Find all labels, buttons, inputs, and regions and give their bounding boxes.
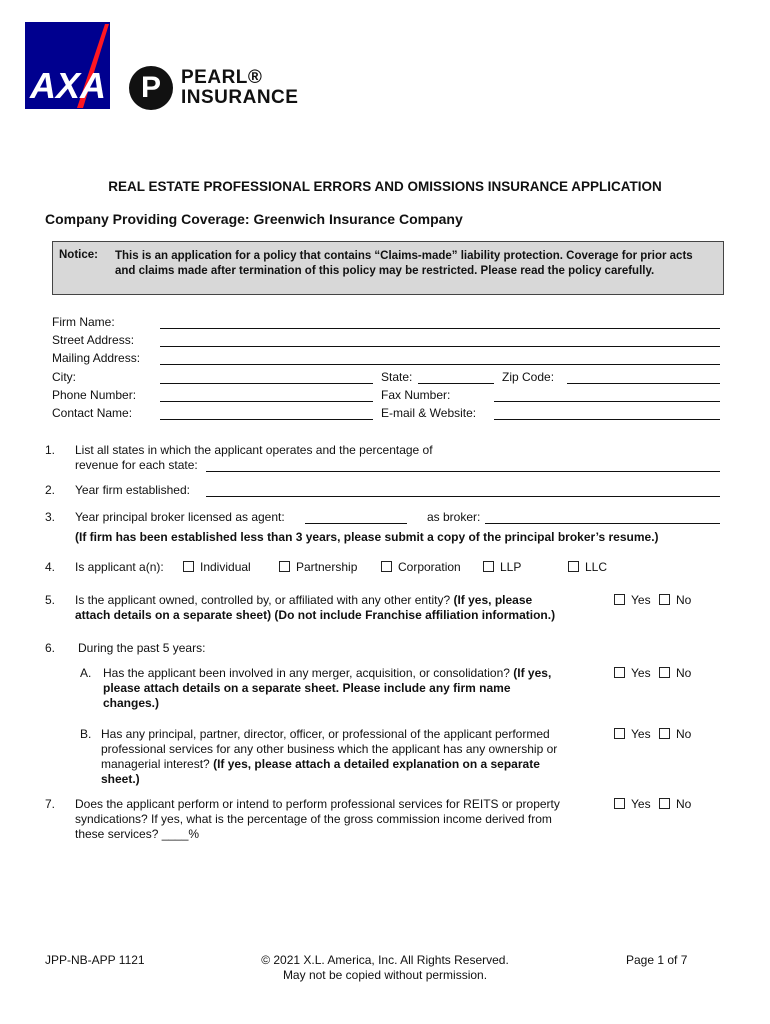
q6b-letter: B.: [80, 727, 92, 741]
q6b-line3: managerial interest?: [101, 757, 210, 771]
state-label: State:: [381, 370, 413, 384]
q6a-bold1: (If yes,: [513, 666, 552, 680]
email-field[interactable]: [494, 419, 720, 420]
q7-line3: these services? ____%: [75, 827, 200, 841]
contact-field[interactable]: [160, 419, 373, 420]
axa-logo-text: AXA: [30, 65, 107, 106]
q5-text: Is the applicant owned, controlled by, or affiliated with any other entity?: [75, 593, 451, 607]
q3-agent-year-field[interactable]: [305, 523, 407, 524]
notice-text: This is an application for a policy that contains “Claims-made” liability protection. Coverage for prior acts and claims made after termination of this policy may be restricted. Please read the policy carefully.: [115, 250, 693, 277]
q5-bold2: attach details on a separate sheet) (Do not include Franchise affiliation information.): [75, 608, 556, 622]
q7-yes-checkbox[interactable]: [614, 798, 625, 809]
q6a-line1: [103, 666, 593, 681]
q6b-yes-checkbox[interactable]: [614, 728, 625, 739]
q3-note: (If firm has been established less than 3 years, please submit a copy of the principal broker’s resume.): [75, 530, 659, 544]
q6-number: 6.: [45, 641, 56, 655]
email-label: E-mail & Website:: [381, 406, 477, 420]
q4-text: Is applicant a(n):: [75, 560, 164, 574]
q5-bold1: (If yes, please: [453, 593, 533, 607]
q3-number: 3.: [45, 510, 56, 524]
axa-logo-mark: [25, 22, 110, 109]
q7-no-checkbox[interactable]: [659, 798, 670, 809]
city-field[interactable]: [160, 383, 373, 384]
q6a-letter: A.: [80, 666, 92, 680]
q6a-bold3: changes.): [103, 696, 160, 710]
phone-label: Phone Number:: [52, 388, 137, 402]
footer-copyright-line1: © 2021 X.L. America, Inc. All Rights Reserved.: [261, 953, 509, 967]
q6b-line3-wrap: [101, 757, 601, 772]
q3-text: Year principal broker licensed as agent:: [75, 510, 285, 524]
q5-yes-label: Yes: [631, 593, 651, 607]
q7-no-label: No: [676, 797, 692, 811]
q6b-no-label: No: [676, 727, 692, 741]
q6a-bold2: please attach details on a separate sheet. Please include any firm name: [103, 681, 511, 695]
q6b-bold2: sheet.): [101, 772, 140, 786]
q6a-no-label: No: [676, 666, 692, 680]
pearl-logo-mark: P: [129, 66, 173, 110]
footer-copyright-line2: May not be copied without permission.: [282, 968, 488, 982]
q5-text-line1: [75, 593, 595, 608]
zip-field[interactable]: [567, 383, 720, 384]
q5-no-label: No: [676, 593, 692, 607]
company-line: Company Providing Coverage: Greenwich Insurance Company: [45, 211, 463, 227]
footer-form-id: JPP-NB-APP 1121: [45, 953, 145, 967]
q6b-line1: Has any principal, partner, director, officer, or professional of the applicant performed: [101, 727, 550, 741]
notice-box: [52, 241, 724, 295]
q5-number: 5.: [45, 593, 56, 607]
q7-yes-label: Yes: [631, 797, 651, 811]
street-address-field[interactable]: [160, 346, 720, 347]
q6a-no-checkbox[interactable]: [659, 667, 670, 678]
q4-number: 4.: [45, 560, 56, 574]
q6b-line2: professional services for any other business which the applicant has any ownership or: [101, 742, 558, 756]
q2-answer-field[interactable]: [206, 496, 720, 497]
page-title: REAL ESTATE PROFESSIONAL ERRORS AND OMISSIONS INSURANCE APPLICATION: [108, 179, 662, 194]
pearl-logo-name: [181, 68, 298, 108]
zip-label: Zip Code:: [502, 370, 555, 384]
corporation-checkbox[interactable]: [381, 561, 392, 572]
q7-line2: syndications? If yes, what is the percentage of the gross commission income derived from: [75, 812, 552, 826]
q5-yes-checkbox[interactable]: [614, 594, 625, 605]
q6a-text: Has the applicant been involved in any merger, acquisition, or consolidation?: [103, 666, 510, 680]
q6b-no-checkbox[interactable]: [659, 728, 670, 739]
q3-broker-year-field[interactable]: [485, 523, 720, 524]
pearl-logo-line1: PEARL®: [181, 67, 263, 88]
q2-number: 2.: [45, 483, 56, 497]
llc-label: LLC: [585, 560, 608, 574]
notice-label: Notice:: [59, 249, 98, 261]
q1-number: 1.: [45, 443, 56, 457]
q5-no-checkbox[interactable]: [659, 594, 670, 605]
state-field[interactable]: [418, 383, 494, 384]
partnership-checkbox[interactable]: [279, 561, 290, 572]
q2-text: Year firm established:: [75, 483, 190, 497]
q7-line1: Does the applicant perform or intend to perform professional services for REITS or property: [75, 797, 560, 811]
corporation-label: Corporation: [398, 560, 461, 574]
pearl-logo-line2: INSURANCE: [181, 87, 299, 108]
mailing-address-field[interactable]: [160, 364, 720, 365]
partnership-label: Partnership: [296, 560, 358, 574]
individual-label: Individual: [200, 560, 251, 574]
q6-text: During the past 5 years:: [78, 641, 206, 655]
q6b-bold1: (If yes, please attach a detailed explanation on a separate: [213, 757, 540, 771]
city-label: City:: [52, 370, 76, 384]
phone-field[interactable]: [160, 401, 373, 402]
llp-label: LLP: [500, 560, 522, 574]
q6a-yes-label: Yes: [631, 666, 651, 680]
q7-number: 7.: [45, 797, 56, 811]
contact-label: Contact Name:: [52, 406, 133, 420]
fax-field[interactable]: [494, 401, 720, 402]
q1-answer-field[interactable]: [206, 471, 720, 472]
firm-name-label: Firm Name:: [52, 315, 115, 329]
street-address-label: Street Address:: [52, 333, 135, 347]
firm-name-field[interactable]: [160, 328, 720, 329]
mailing-address-label: Mailing Address:: [52, 351, 141, 365]
q6a-yes-checkbox[interactable]: [614, 667, 625, 678]
llp-checkbox[interactable]: [483, 561, 494, 572]
q1-text-line1: List all states in which the applicant operates and the percentage of: [75, 443, 433, 457]
axa-logo: [25, 22, 110, 109]
footer-page-number: Page 1 of 7: [626, 953, 688, 967]
individual-checkbox[interactable]: [183, 561, 194, 572]
q3-broker-label: as broker:: [427, 510, 481, 524]
llc-checkbox[interactable]: [568, 561, 579, 572]
q1-text-line2: revenue for each state:: [75, 458, 198, 472]
q6b-yes-label: Yes: [631, 727, 651, 741]
fax-label: Fax Number:: [381, 388, 451, 402]
